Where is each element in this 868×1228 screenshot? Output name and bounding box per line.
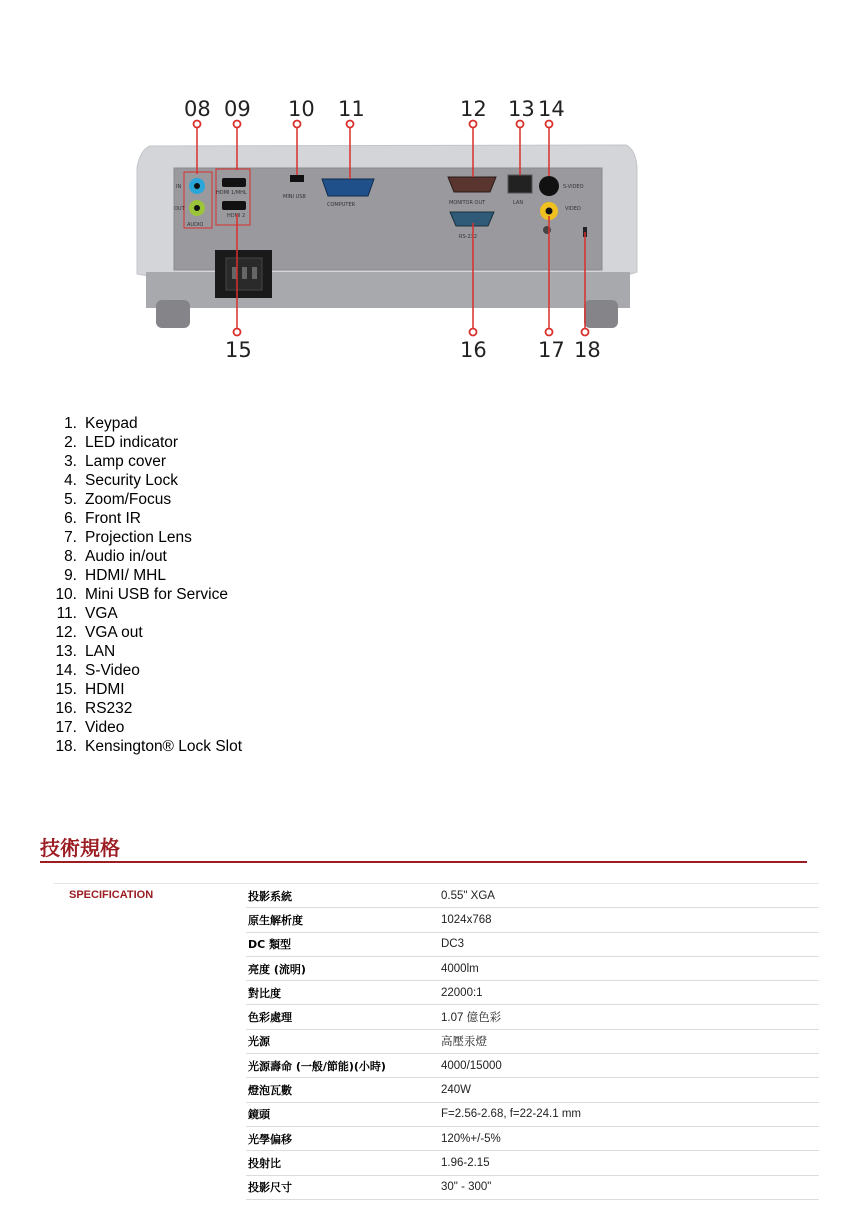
hdmi2-label: HDMI 2 [227, 213, 246, 219]
video-label: VIDEO [565, 206, 581, 212]
table-row: 光學偏移 120%+/-5% [246, 1127, 819, 1151]
lan-port [508, 175, 532, 193]
table-row: 光源 高壓汞燈 [246, 1030, 819, 1054]
callout-15: 15 [225, 338, 252, 362]
title-divider [40, 861, 807, 863]
table-row: DC 類型 DC3 [246, 933, 819, 957]
projector-rear-panel-figure [0, 0, 868, 380]
mini-usb-port [290, 175, 304, 182]
svideo-port [539, 176, 559, 196]
callout-16: 16 [460, 338, 487, 362]
parts-list [40, 414, 242, 756]
list-item: 17. Video [55, 719, 125, 736]
callout-18: 18 [574, 338, 601, 362]
audio-out-label: OUT [174, 206, 185, 212]
table-row: 色彩處理 1.07 億色彩 [246, 1005, 819, 1029]
audio-label: AUDIO [187, 222, 204, 228]
list-item: 2. LED indicator [64, 434, 179, 451]
table-row: 鏡頭 F=2.56-2.68, f=22-24.1 mm [246, 1103, 819, 1127]
hdmi1-label: HDMI 1/MHL [216, 190, 247, 196]
table-row: 對比度 22000:1 [246, 981, 819, 1005]
hdmi2-port [222, 201, 246, 210]
table-row: 投影尺寸 30" - 300" [246, 1176, 819, 1200]
list-item: 6. Front IR [64, 510, 141, 527]
table-row: 燈泡瓦數 240W [246, 1078, 819, 1102]
table-row: 光源壽命 (一般/節能)(小時) 4000/15000 [246, 1054, 819, 1078]
foot-right [584, 300, 618, 328]
list-item: 13. LAN [55, 643, 116, 660]
callout-12: 12 [460, 97, 487, 121]
list-item: 9. HDMI/ MHL [64, 567, 166, 584]
foot-left [156, 300, 190, 328]
callout-08: 08 [184, 97, 211, 121]
callout-13: 13 [508, 97, 535, 121]
list-item: 18. Kensington® Lock Slot [55, 738, 243, 755]
callout-17: 17 [538, 338, 565, 362]
rs232-label: RS-232 [459, 234, 477, 240]
mini-usb-label: MINI USB [283, 194, 306, 200]
callout-14: 14 [538, 97, 565, 121]
list-item: 8. Audio in/out [64, 548, 167, 565]
table-row: 原生解析度 1024x768 [246, 908, 819, 932]
list-item: 14. S-Video [55, 662, 140, 679]
svideo-label: S-VIDEO [563, 184, 584, 190]
list-item: 15. HDMI [55, 681, 125, 698]
list-item: 1. Keypad [64, 415, 138, 432]
list-item: 10. Mini USB for Service [55, 586, 228, 603]
computer-label: COMPUTER [327, 202, 356, 208]
rs232-port [450, 212, 494, 226]
lan-label: LAN [513, 200, 524, 206]
list-item: 12. VGA out [55, 624, 143, 641]
callout-09: 09 [224, 97, 251, 121]
screw [543, 226, 551, 234]
list-item: 4. Security Lock [64, 472, 179, 489]
list-item: 16. RS232 [55, 700, 133, 717]
spec-section-label: SPECIFICATION [69, 889, 154, 901]
spec-table [246, 884, 819, 1200]
table-row: 亮度 (流明) 4000lm [246, 957, 819, 981]
vga-out-port [448, 177, 496, 192]
audio-in-label: IN [176, 184, 182, 190]
section-title: 技術規格 [40, 836, 120, 860]
callout-11: 11 [338, 97, 365, 121]
list-item: 5. Zoom/Focus [64, 491, 172, 508]
callout-10: 10 [288, 97, 315, 121]
table-row: 投射比 1.96-2.15 [246, 1151, 819, 1175]
list-item: 7. Projection Lens [64, 529, 192, 546]
hdmi1-port [222, 178, 246, 187]
table-row: 投影系統 0.55" XGA [246, 884, 819, 908]
list-item: 3. Lamp cover [64, 453, 166, 470]
list-item: 11. VGA [56, 605, 118, 622]
monitor-out-label: MONITOR OUT [449, 200, 486, 206]
vga-in-port [322, 179, 374, 196]
